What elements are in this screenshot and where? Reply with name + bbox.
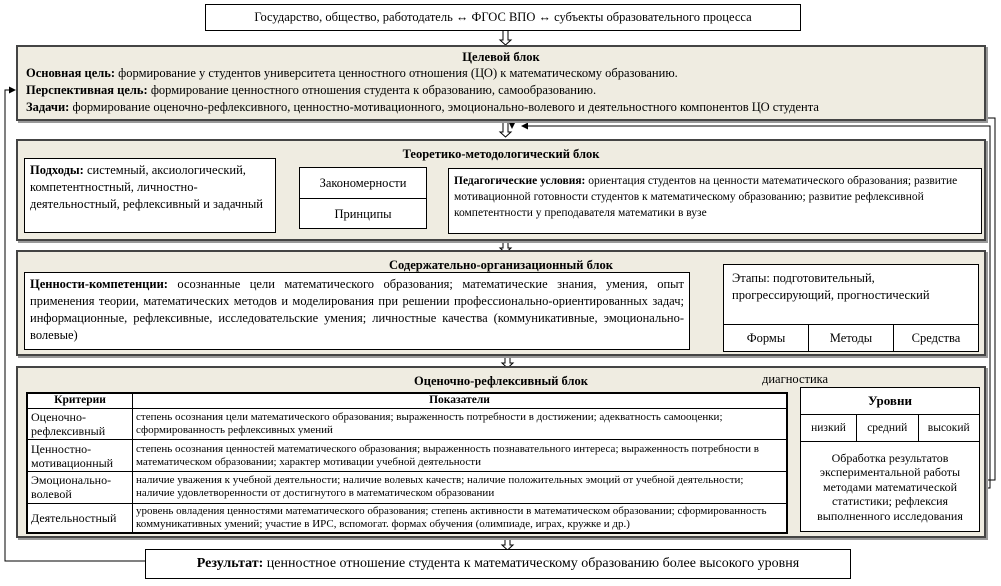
- laws-label: Закономерности: [300, 168, 426, 199]
- table-row: [28, 408, 787, 440]
- indicators-cell: степень осознания ценностей математического образования; выраженность познавательного интереса; выраженность потребности в математическом образовании; характер мотивации учебной деятельности: [133, 440, 787, 472]
- levels-box: [800, 387, 980, 532]
- perspective-goal: Перспективная цель: формирование ценностного отношения студента к образованию, самообразованию.: [26, 83, 597, 97]
- criterion-cell: Деятельностный: [28, 503, 133, 532]
- target-block-title: Целевой блок: [462, 50, 540, 64]
- methods-label: Методы: [809, 325, 894, 352]
- values-competences-box: Ценности-компетенции: осознанные цели математического образования; математические знания, умения, опыт применения теории, математических методов и моделирования при решении профессионально-ориентированных задач; информационные, рефлексивные, исследовательские умения; личностные качества (коммуникативные, эмоционально-волевые): [24, 272, 690, 350]
- approaches-box: Подходы: системный, аксиологический, компетентностный, личностно-деятельностный, рефлексивный и задачный: [24, 158, 276, 233]
- result-text: ценностное отношение студента к математическому образованию более высокого уровня: [263, 556, 800, 571]
- result-label: Результат:: [196, 556, 264, 571]
- level-low: низкий: [801, 415, 857, 441]
- criterion-cell: Ценностно-мотивационный: [28, 440, 133, 472]
- main-goal: Основная цель: формирование у студентов университета ценностного отношения (ЦО) к математическому образованию.: [26, 66, 678, 80]
- tasks: Задачи: формирование оценочно-рефлексивного, ценностно-мотивационного, эмоционально-волевого и деятельностного компонентов ЦО студента: [26, 100, 819, 114]
- forms-label: Формы: [724, 325, 809, 352]
- diagnostics-label: диагностика: [762, 372, 829, 386]
- evaluation-block-title: Оценочно-рефлексивный блок: [414, 374, 588, 388]
- content-block-title: Содержательно-организационный блок: [388, 258, 613, 272]
- indicators-header: Показатели: [133, 394, 787, 409]
- processing-text: Обработка результатов экспериментальной работы методами математической статистики; рефлексия выполненного исследования: [817, 450, 963, 523]
- stakeholders-text: Государство, общество, работодатель ↔ ФГОС ВПО ↔ субъекты образовательного процесса: [254, 10, 752, 24]
- indicators-cell: уровень овладения ценностями математического образования; степень активности в математическом образовании; сформированность коммуникативных умений; участие в ИРС, вспомогат. формах обучения (олимпиаде, играх, кружке и др.): [133, 503, 787, 532]
- criteria-table: [26, 392, 788, 534]
- stages-forms-box: [723, 264, 979, 352]
- table-row: [28, 440, 787, 472]
- result-box: [145, 549, 851, 579]
- table-row: [28, 472, 787, 504]
- indicators-cell: наличие уважения к учебной деятельности; наличие волевых качеств; наличие положительных эмоций от учебной деятельности; наличие удовлетворенности от достигнутого в математическом образовании: [133, 472, 787, 504]
- stakeholders-box: [205, 4, 801, 31]
- principles-label: Принципы: [334, 206, 392, 221]
- indicators-cell: степень осознания цели математического образования; выраженность потребности в достижении; адекватность самооценки; сформированность рефлексивных умений: [133, 408, 787, 440]
- stages: Этапы: подготовительный, прогрессирующий, прогностический: [724, 265, 978, 325]
- target-block: [16, 45, 986, 121]
- level-high: высокий: [927, 422, 970, 434]
- level-medium: средний: [857, 415, 919, 441]
- criterion-cell: Оценочно-рефлексивный: [28, 408, 133, 440]
- levels-title: Уровни: [868, 393, 912, 408]
- pedagogical-conditions-box: Педагогические условия: ориентация студентов на ценности математического образования; развитие мотивационной готовности студентов к математическому образованию; развитие рефлексивной компетентности у преподавателя математики в вузе: [448, 168, 982, 234]
- criterion-cell: Эмоционально-волевой: [28, 472, 133, 504]
- laws-principles-box: [299, 167, 427, 229]
- criteria-header: Критерии: [28, 394, 133, 409]
- theory-block-title: Теоретико-методологический блок: [402, 147, 600, 161]
- table-row: [28, 503, 787, 532]
- means-label: Средства: [911, 331, 961, 345]
